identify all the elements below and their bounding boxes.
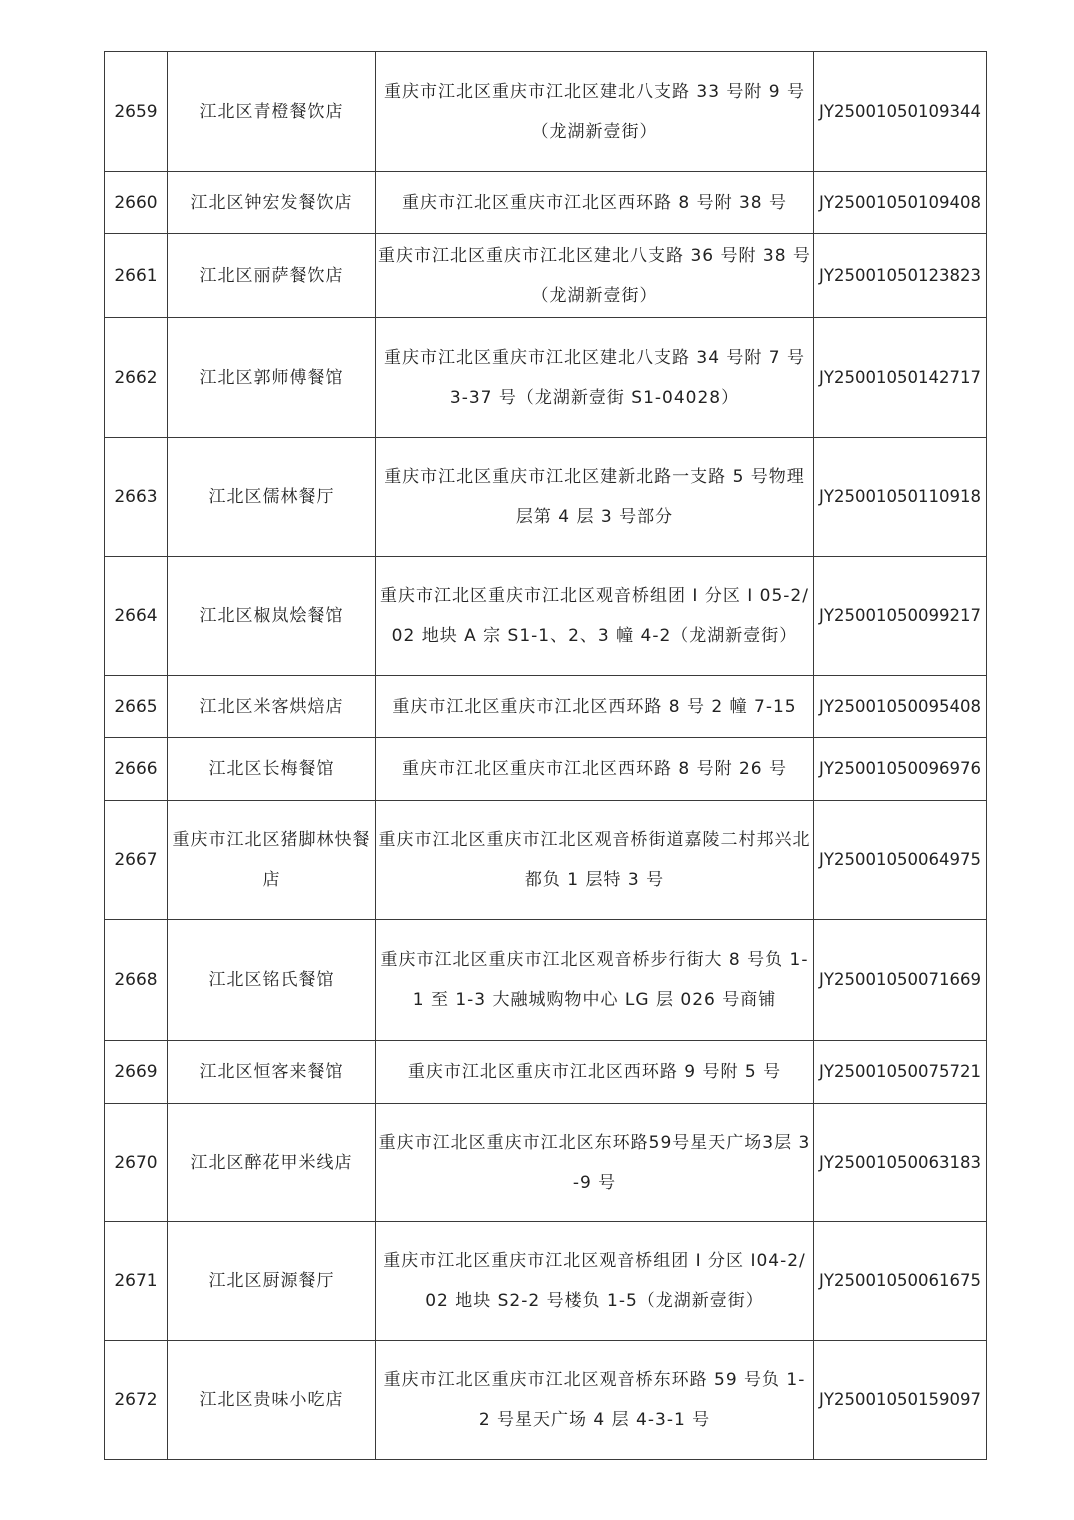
business-address: 重庆市江北区重庆市江北区西环路 9 号附 5 号: [376, 1041, 814, 1104]
table-row: [105, 1104, 987, 1222]
business-name: 江北区厨源餐厅: [168, 1222, 376, 1341]
business-name: 江北区钟宏发餐饮店: [168, 172, 376, 234]
row-number: 2660: [105, 172, 168, 234]
row-number: 2664: [105, 557, 168, 676]
license-number: JY25001050142717: [814, 318, 987, 438]
license-number: JY25001050071669: [814, 920, 987, 1041]
business-address: 重庆市江北区重庆市江北区建北八支路 33 号附 9 号（龙湖新壹街）: [376, 52, 814, 172]
business-address: 重庆市江北区重庆市江北区观音桥步行街大 8 号负 1-1 至 1-3 大融城购物中心 LG 层 026 号商铺: [376, 920, 814, 1041]
table-row: [105, 1341, 987, 1460]
business-address: 重庆市江北区重庆市江北区观音桥街道嘉陵二村邦兴北都负 1 层特 3 号: [376, 801, 814, 920]
row-number: 2662: [105, 318, 168, 438]
row-number: 2666: [105, 738, 168, 801]
license-number: JY25001050095408: [814, 676, 987, 738]
business-address: 重庆市江北区重庆市江北区观音桥组团 I 分区 I 05-2/02 地块 A 宗 S1-1、2、3 幢 4-2（龙湖新壹街）: [376, 557, 814, 676]
business-name: 江北区铭氏餐馆: [168, 920, 376, 1041]
table-row: [105, 738, 987, 801]
business-name: 重庆市江北区猪脚林快餐店: [168, 801, 376, 920]
business-name: 江北区郭师傅餐馆: [168, 318, 376, 438]
table-row: [105, 801, 987, 920]
row-number: 2669: [105, 1041, 168, 1104]
business-name: 江北区长梅餐馆: [168, 738, 376, 801]
table-row: [105, 920, 987, 1041]
business-address: 重庆市江北区重庆市江北区西环路 8 号附 38 号: [376, 172, 814, 234]
row-number: 2661: [105, 234, 168, 318]
business-license-table: [104, 51, 987, 1460]
row-number: 2659: [105, 52, 168, 172]
table-row: [105, 1041, 987, 1104]
license-number: JY25001050061675: [814, 1222, 987, 1341]
business-name: 江北区醉花甲米线店: [168, 1104, 376, 1222]
table-row: [105, 172, 987, 234]
business-name: 江北区米客烘焙店: [168, 676, 376, 738]
row-number: 2672: [105, 1341, 168, 1460]
table-row: [105, 52, 987, 172]
business-name: 江北区丽萨餐饮店: [168, 234, 376, 318]
row-number: 2671: [105, 1222, 168, 1341]
table-row: [105, 234, 987, 318]
row-number: 2665: [105, 676, 168, 738]
row-number: 2663: [105, 438, 168, 557]
business-name: 江北区椒岚烩餐馆: [168, 557, 376, 676]
business-address: 重庆市江北区重庆市江北区建新北路一支路 5 号物理层第 4 层 3 号部分: [376, 438, 814, 557]
row-number: 2668: [105, 920, 168, 1041]
business-name: 江北区儒林餐厅: [168, 438, 376, 557]
business-address: 重庆市江北区重庆市江北区观音桥组团 I 分区 I04-2/02 地块 S2-2 号楼负 1-5（龙湖新壹街）: [376, 1222, 814, 1341]
business-address: 重庆市江北区重庆市江北区建北八支路 34 号附 7 号 3-37 号（龙湖新壹街 S1-04028）: [376, 318, 814, 438]
table-row: [105, 438, 987, 557]
table-row: [105, 318, 987, 438]
business-name: 江北区青橙餐饮店: [168, 52, 376, 172]
license-number: JY25001050110918: [814, 438, 987, 557]
license-number: JY25001050159097: [814, 1341, 987, 1460]
license-number: JY25001050096976: [814, 738, 987, 801]
table-row: [105, 676, 987, 738]
table-row: [105, 1222, 987, 1341]
business-address: 重庆市江北区重庆市江北区观音桥东环路 59 号负 1-2 号星天广场 4 层 4-3-1 号: [376, 1341, 814, 1460]
business-address: 重庆市江北区重庆市江北区西环路 8 号 2 幢 7-15: [376, 676, 814, 738]
row-number: 2670: [105, 1104, 168, 1222]
license-number: JY25001050063183: [814, 1104, 987, 1222]
business-address: 重庆市江北区重庆市江北区西环路 8 号附 26 号: [376, 738, 814, 801]
business-address: 重庆市江北区重庆市江北区东环路59号星天广场3层 3-9 号: [376, 1104, 814, 1222]
license-number: JY25001050109408: [814, 172, 987, 234]
license-number: JY25001050123823: [814, 234, 987, 318]
business-address: 重庆市江北区重庆市江北区建北八支路 36 号附 38 号（龙湖新壹街）: [376, 234, 814, 318]
row-number: 2667: [105, 801, 168, 920]
license-number: JY25001050075721: [814, 1041, 987, 1104]
table-row: [105, 557, 987, 676]
business-name: 江北区贵味小吃店: [168, 1341, 376, 1460]
license-number: JY25001050064975: [814, 801, 987, 920]
business-name: 江北区恒客来餐馆: [168, 1041, 376, 1104]
license-number: JY25001050109344: [814, 52, 987, 172]
license-number: JY25001050099217: [814, 557, 987, 676]
